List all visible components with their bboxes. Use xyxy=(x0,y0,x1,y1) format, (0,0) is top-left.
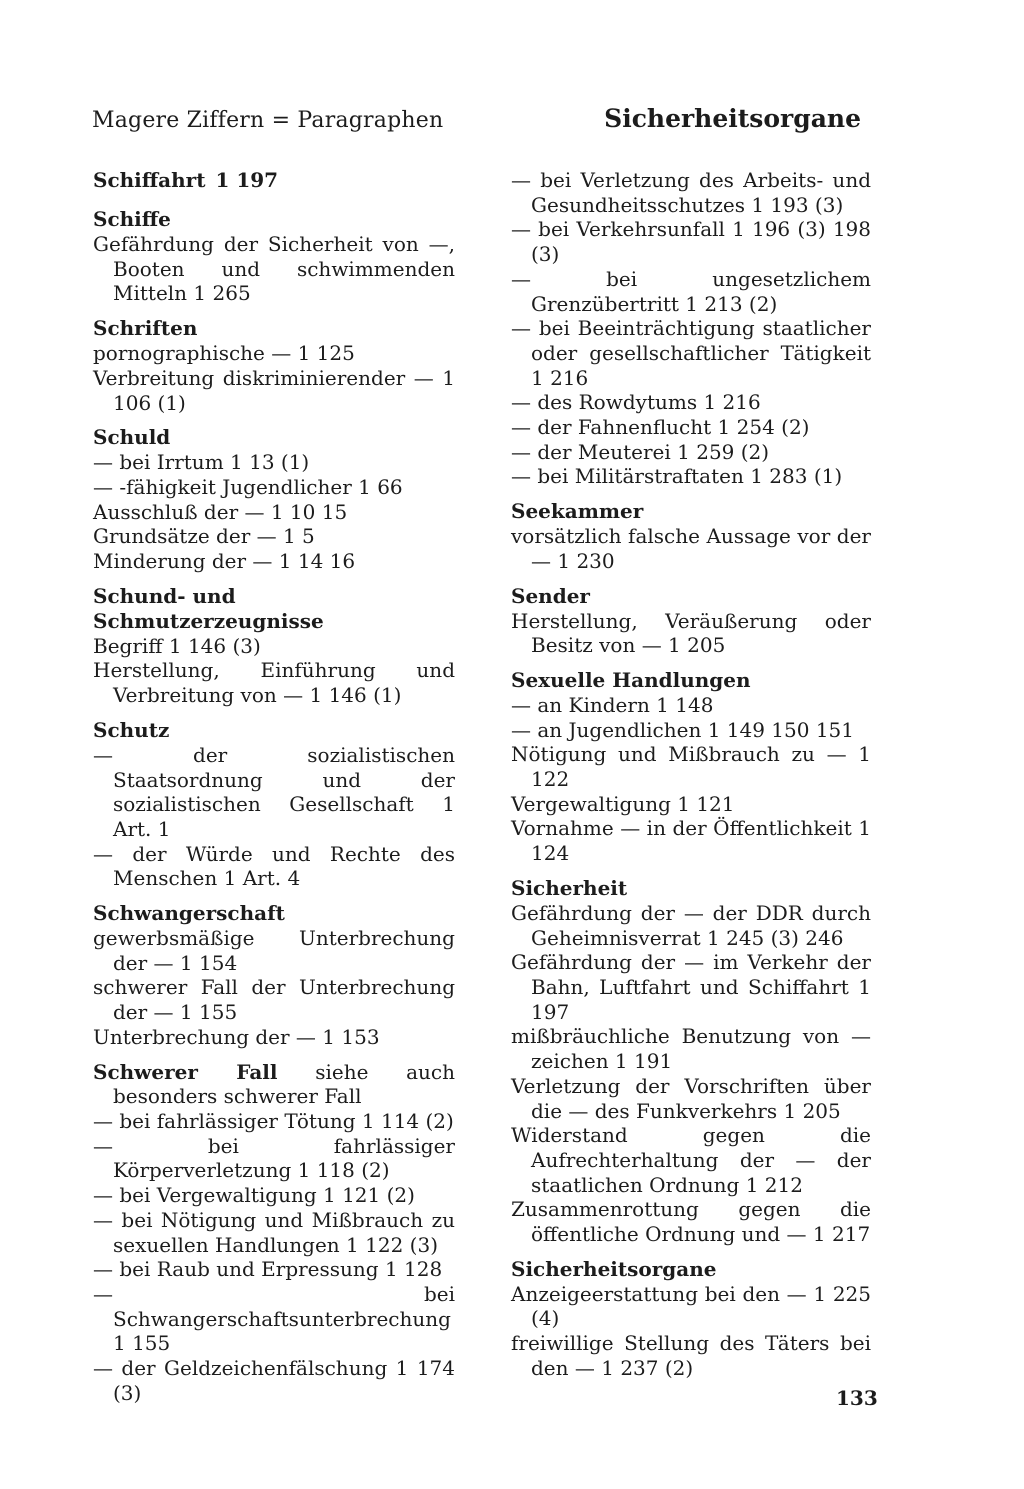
headword-reference: 1 197 xyxy=(215,168,279,192)
index-subentry: Verbreitung diskriminierender — 1 106 (1) xyxy=(93,365,455,415)
headword-text: Sexuelle Handlungen xyxy=(511,667,751,692)
index-entry xyxy=(511,876,871,1247)
headword-text: Schund- und Schmutzerzeugnisse xyxy=(93,583,324,633)
index-subentry: gewerbsmäßige Unterbrechung der — 1 154 xyxy=(93,926,455,975)
index-entry xyxy=(93,168,455,193)
index-entry xyxy=(93,718,455,891)
headword-text: Sender xyxy=(511,583,590,608)
headword-text: Schuld xyxy=(93,425,171,450)
index-subentry: — an Kindern 1 148 xyxy=(511,692,714,717)
index-entry xyxy=(93,1060,455,1406)
index-subentry: Gefährdung der — im Verkehr der Bahn, Luftfahrt und Schiffahrt 1 197 xyxy=(511,950,871,1024)
index-subentry: — der Würde und Rechte des Menschen 1 Art. 4 xyxy=(93,841,455,891)
index-headword xyxy=(93,901,455,926)
headword-text: Schwangerschaft xyxy=(93,901,285,926)
index-headword xyxy=(93,584,455,634)
index-subentry: Herstellung, Veräußerung oder Besitz von — 1 205 xyxy=(511,608,871,658)
index-headword xyxy=(511,1257,871,1282)
index-entry xyxy=(511,584,871,658)
index-headword xyxy=(93,718,455,743)
headword-text: Schiffahrt xyxy=(93,168,206,192)
index-subentry: Anzeigeerstattung bei den — 1 225 (4) xyxy=(511,1281,871,1331)
index-column-right xyxy=(511,168,871,1391)
index-subentry: — -fähigkeit Jugendlicher 1 66 xyxy=(93,474,403,499)
index-subentry: freiwillige Stellung des Täters bei den — 1 237 (2) xyxy=(511,1331,871,1380)
running-header-right: Sicherheitsorgane xyxy=(604,104,861,133)
index-entry xyxy=(93,316,455,415)
index-subentry: — bei Vergewaltigung 1 121 (2) xyxy=(93,1183,415,1208)
index-subentry: — bei Irrtum 1 13 (1) xyxy=(93,450,310,475)
index-subentry: Minderung der — 1 14 16 xyxy=(93,549,356,574)
index-headword xyxy=(93,207,455,232)
index-subentry: — an Jugendlichen 1 149 150 151 xyxy=(511,717,855,742)
index-subentry: vorsätzlich falsche Aussage vor der — 1 230 xyxy=(511,524,871,573)
index-subentry: — der sozialistischen Staatsordnung und der sozialistischen Gesellschaft 1 Art. 1 xyxy=(93,742,455,841)
index-entry xyxy=(93,901,455,1050)
index-subentry: — der Meuterei 1 259 (2) xyxy=(511,439,770,464)
index-subentry: — des Rowdytums 1 216 xyxy=(511,390,761,415)
index-entry xyxy=(93,584,455,708)
index-subentry: — bei Militärstraftaten 1 283 (1) xyxy=(511,464,843,489)
index-entry xyxy=(93,425,455,574)
index-subentry: Zusammenrottung gegen die öffentliche Ordnung und — 1 217 xyxy=(511,1197,871,1247)
headword-text: Sicherheitsorgane xyxy=(511,1256,717,1281)
headword-text: Seekammer xyxy=(511,499,644,524)
index-subentry: — der Fahnenflucht 1 254 (2) xyxy=(511,415,810,440)
index-subentry: — bei Verletzung des Arbeits- und Gesundheitsschutzes 1 193 (3) xyxy=(511,168,871,217)
headword-text: Schiffe xyxy=(93,207,171,231)
index-subentry: Gefährdung der Sicherheit von —, Booten und schwimmenden Mitteln 1 265 xyxy=(93,232,455,306)
index-entry xyxy=(511,1257,871,1381)
index-subentry: Ausschluß der — 1 10 15 xyxy=(93,499,348,524)
headword-text: Sicherheit xyxy=(511,875,628,900)
index-subentry: — bei Schwangerschaftsunterbrechung 1 155 xyxy=(93,1281,455,1356)
index-headword xyxy=(93,316,455,341)
index-subentry: Vornahme — in der Öffentlichkeit 1 124 xyxy=(511,816,871,866)
page-number: 133 xyxy=(836,1386,878,1410)
headword-text: Schutz xyxy=(93,717,170,742)
index-subentry: — bei ungesetzlichem Grenzübertritt 1 213 (2) xyxy=(511,266,871,316)
index-subentry: Vergewaltigung 1 121 xyxy=(511,791,735,816)
headword-text: Schriften xyxy=(93,316,198,341)
index-subentry: — bei Raub und Erpressung 1 128 xyxy=(93,1257,443,1282)
index-subentry: — der Geldzeichenfälschung 1 174 (3) xyxy=(93,1356,455,1405)
index-entry xyxy=(511,168,871,489)
index-subentry: — bei Nötigung und Mißbrauch zu sexuellen Handlungen 1 122 (3) xyxy=(93,1207,455,1257)
index-headword xyxy=(93,1060,455,1109)
index-subentry: Grundsätze der — 1 5 xyxy=(93,524,315,549)
index-subentry: Gefährdung der — der DDR durch Geheimnisverrat 1 245 (3) 246 xyxy=(511,900,871,950)
index-subentry: Verletzung der Vorschriften über die — des Funkverkehrs 1 205 xyxy=(511,1073,871,1123)
index-subentry: schwerer Fall der Unterbrechung der — 1 155 xyxy=(93,975,455,1025)
index-entry xyxy=(511,668,871,866)
index-entry xyxy=(511,499,871,573)
index-subentry: pornographische — 1 125 xyxy=(93,341,355,366)
index-headword xyxy=(511,668,871,693)
index-headword xyxy=(93,425,455,450)
running-header-left: Magere Ziffern = Paragraphen xyxy=(92,108,444,133)
index-subentry: Begriff 1 146 (3) xyxy=(93,633,261,658)
index-column-left xyxy=(93,168,455,1415)
index-subentry: — bei fahrlässiger Körperverletzung 1 118 (2) xyxy=(93,1133,455,1183)
index-subentry: Widerstand gegen die Aufrechterhaltung der — der staatlichen Ordnung 1 212 xyxy=(511,1123,871,1197)
index-subentry: — bei fahrlässiger Tötung 1 114 (2) xyxy=(93,1108,454,1133)
index-subentry: Unterbrechung der — 1 153 xyxy=(93,1024,380,1049)
headword-text: Schwerer Fall xyxy=(93,1059,278,1084)
index-headword xyxy=(511,499,871,524)
index-subentry: mißbräuchliche Benutzung von —zeichen 1 191 xyxy=(511,1024,871,1074)
index-subentry: — bei Verkehrsunfall 1 196 (3) 198 (3) xyxy=(511,217,871,267)
index-subentry: Nötigung und Mißbrauch zu — 1 122 xyxy=(511,742,871,792)
index-subentry: — bei Beeinträchtigung staatlicher oder gesellschaftlicher Tätigkeit 1 216 xyxy=(511,316,871,390)
headword-crossref: siehe auch besonders schwerer Fall xyxy=(113,1059,456,1109)
index-entry xyxy=(93,207,455,306)
index-headword xyxy=(93,168,455,193)
index-subentry: Herstellung, Einführung und Verbreitung von — 1 146 (1) xyxy=(93,658,455,708)
index-headword xyxy=(511,584,871,609)
index-headword xyxy=(511,876,871,901)
